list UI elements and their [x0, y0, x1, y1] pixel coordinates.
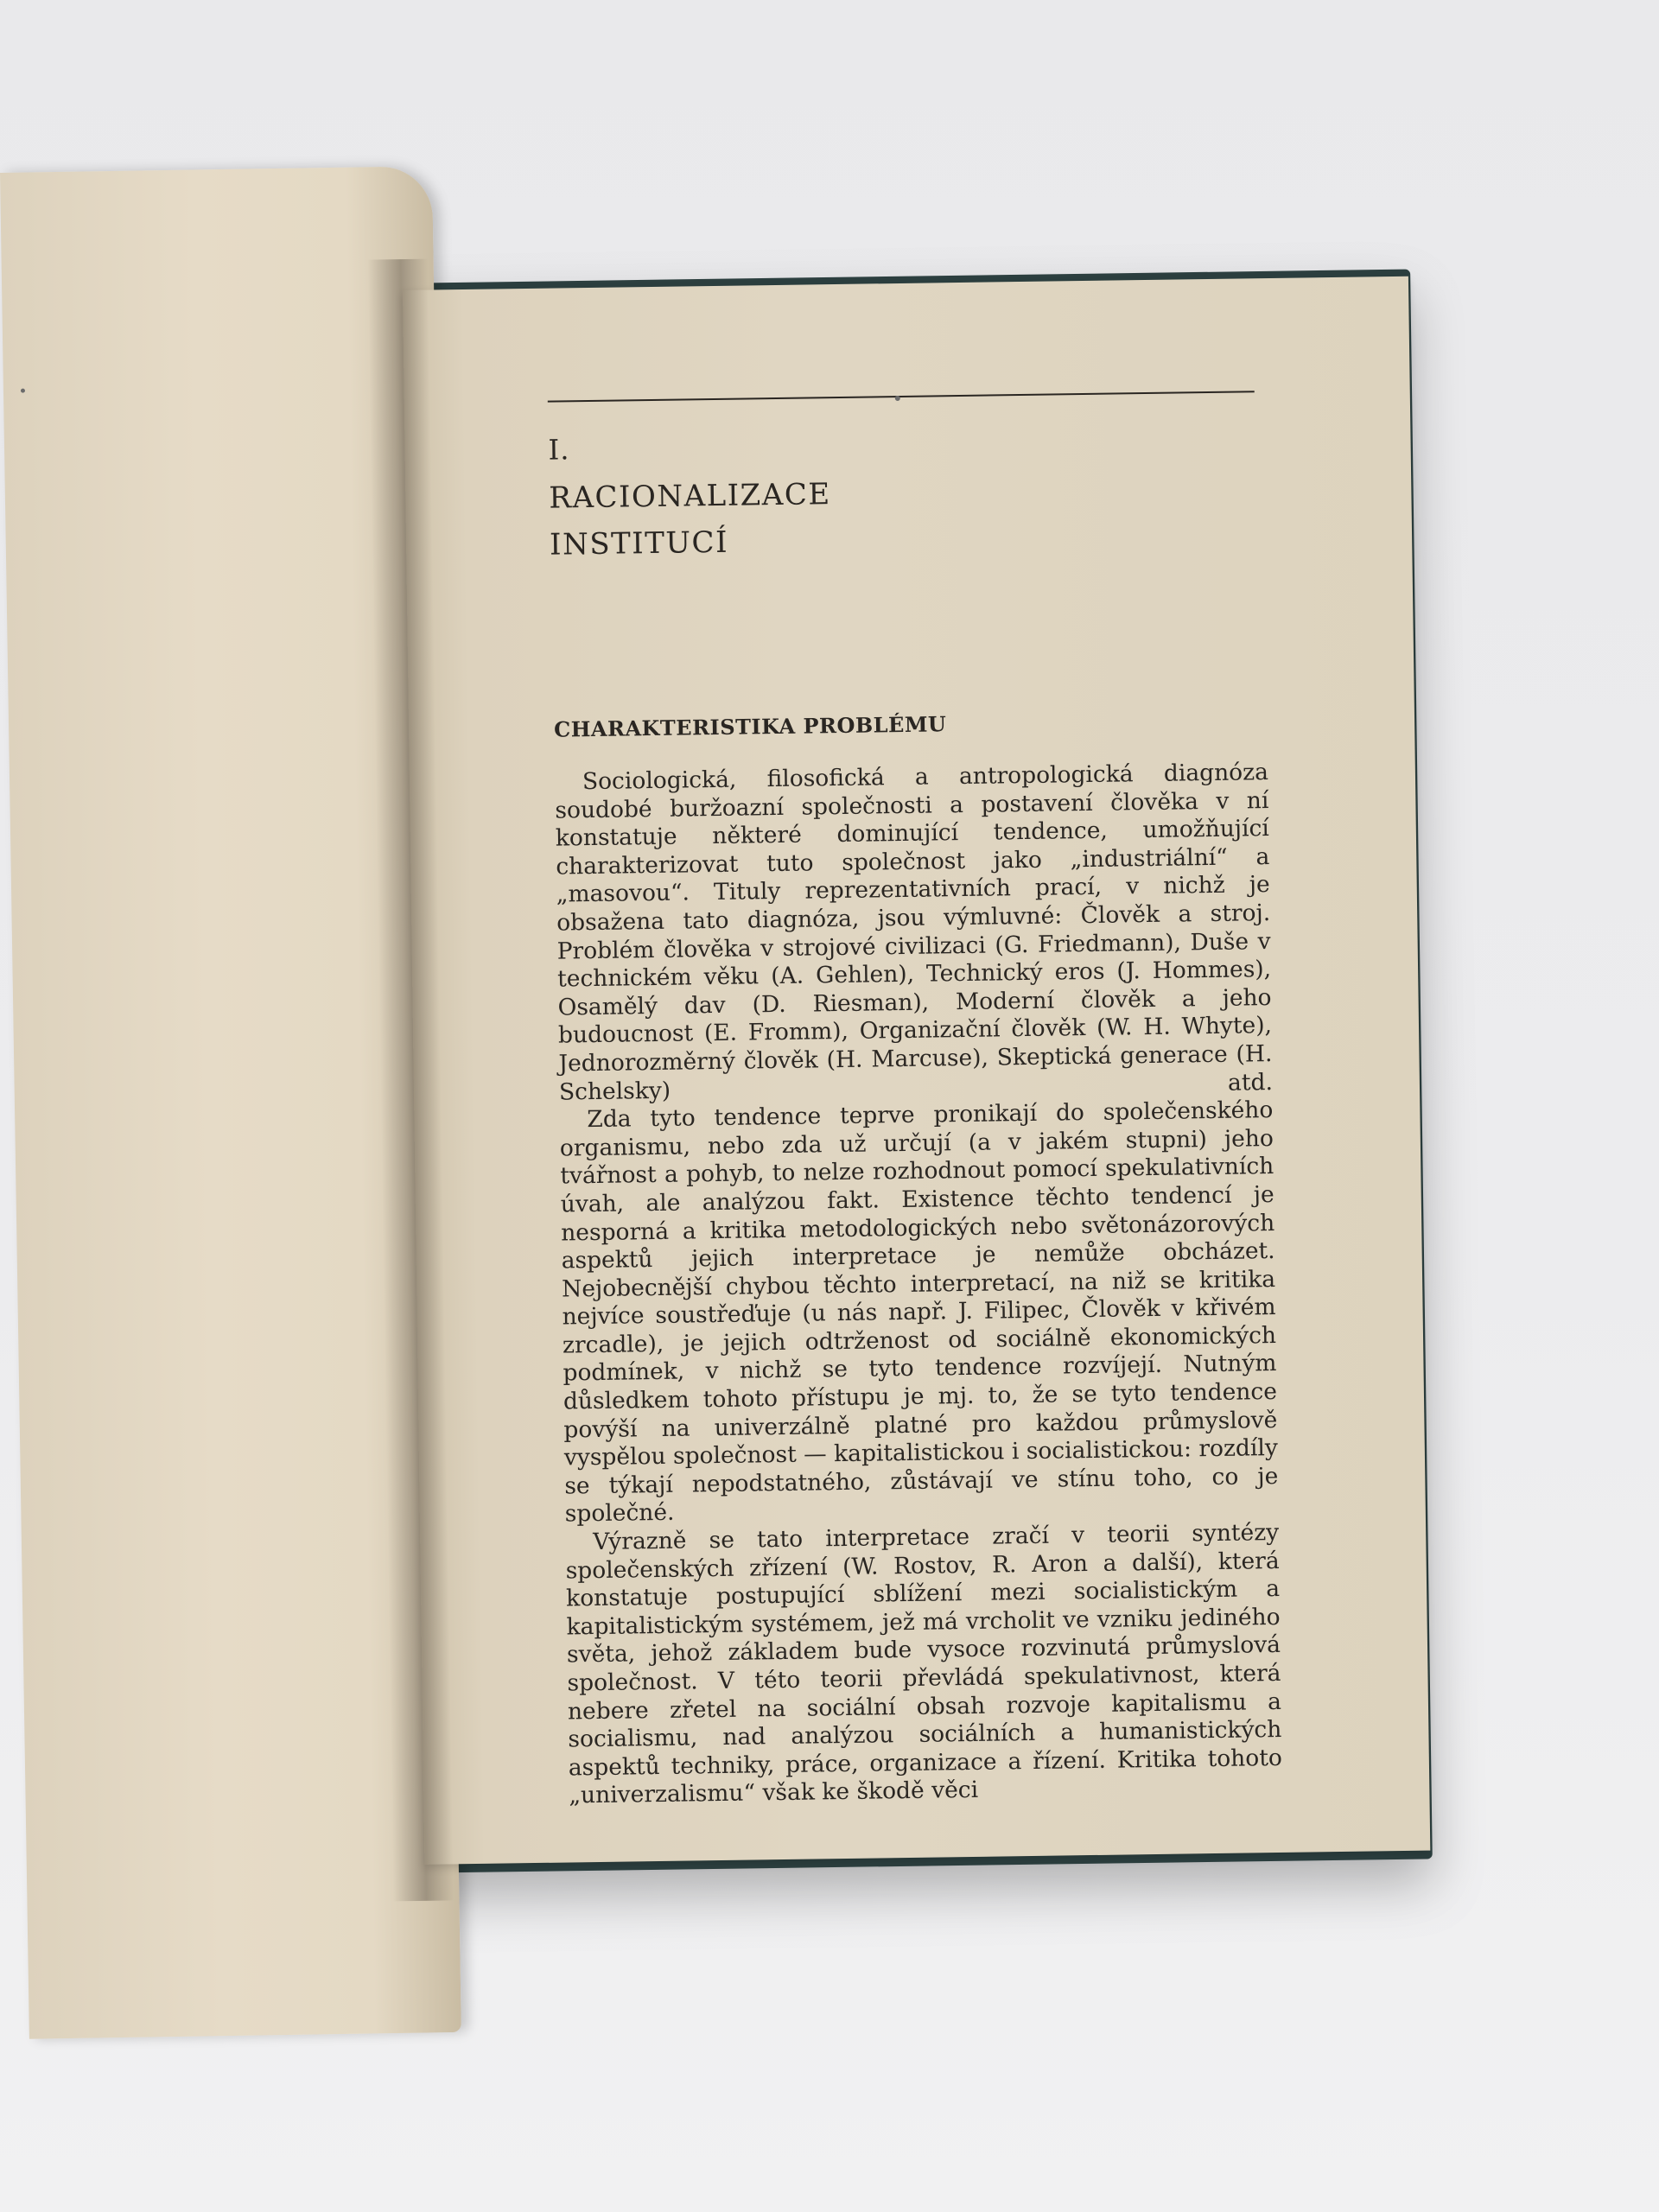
- top-rule: [548, 391, 1255, 402]
- paragraph: Sociologická, filosofická a antropologická diagnóza soudobé buržoazní společnosti a postavení člověka v ní konstatuje některé dominující tendence, umožňující charakterizovat tuto společnost jako „industriální“ a „masovou“. Tituly reprezentativních prací, v nichž je obsažena tato diagnóza, jsou výmluvné: Člověk a stroj. Problém člověka v strojové civilizaci (G. Friedmann), Duše v technickém věku (A. Gehlen), Technický eros (J. Hommes), Osamělý dav (D. Riesman), Moderní člověk a jeho budoucnost (E. Fromm), Organizační člověk (W. H. Whyte), Jednorozměrný člověk (H. Marcuse), Skeptická generace (H. Schelsky) atd.: [555, 759, 1274, 1106]
- chapter-number: I.: [548, 433, 570, 467]
- chapter-title: [549, 467, 1154, 569]
- paragraph: Výrazně se tato interpretace zračí v teorii syntézy společenských zřízení (W. Rostov, R. Aron a další), která konstatuje postupující sblížení mezi socialistickým a kapitalistickým systémem, jež má vrcholit ve vzniku jediného světa, jehož základem bude vysoce rozvinutá průmyslová společnost. V této teorii převládá spekulativnost, která nebere zřetel na sociální obsah rozvoje kapitalismu a socialismu, nad analýzou sociálních a humanistických aspektů techniky, práce, organizace a řízení. Kritika tohoto „univerzalismu“ však ke škodě věci: [565, 1519, 1283, 1809]
- paragraph: Zda tyto tendence teprve pronikají do společenského organismu, nebo zda už určují (a v jakém stupni) jeho tvářnost a pohyb, to nelze rozhodnout pomocí spekulativních úvah, ale analýzou fakt. Existence těchto tendencí je nesporná a kritika metodologických nebo světonázorových aspektů jejich interpretace je nemůže obcházet. Nejobecnější chybou těchto interpretací, na niž se kritika nejvíce soustřeďuje (u nás např. J. Filipec, Člověk v křivém zrcadle), je jejich odtrženost od sociálně ekonomických podmínek, v nichž se tyto tendence rozvíjejí. Nutným důsledkem tohoto přístupu je mj. to, že se tyto tendence povýší na univerzálně platné pro každou průmyslově vyspělou společnost — kapitalistickou i socialistickou: rozdíly se týkají nepodstatného, zůstávají ve stínu toho, co je společné.: [559, 1096, 1279, 1528]
- section-heading: CHARAKTERISTIKA PROBLÉMU: [553, 711, 947, 742]
- paper-speck: [895, 396, 900, 401]
- paper-speck: [21, 389, 25, 393]
- chapter-title-line2: INSTITUCÍ: [549, 524, 729, 563]
- chapter-title-line1: RACIONALIZACE: [549, 477, 831, 516]
- body-text: [555, 759, 1283, 1810]
- page-content: [403, 276, 1430, 1865]
- right-page: [403, 276, 1430, 1865]
